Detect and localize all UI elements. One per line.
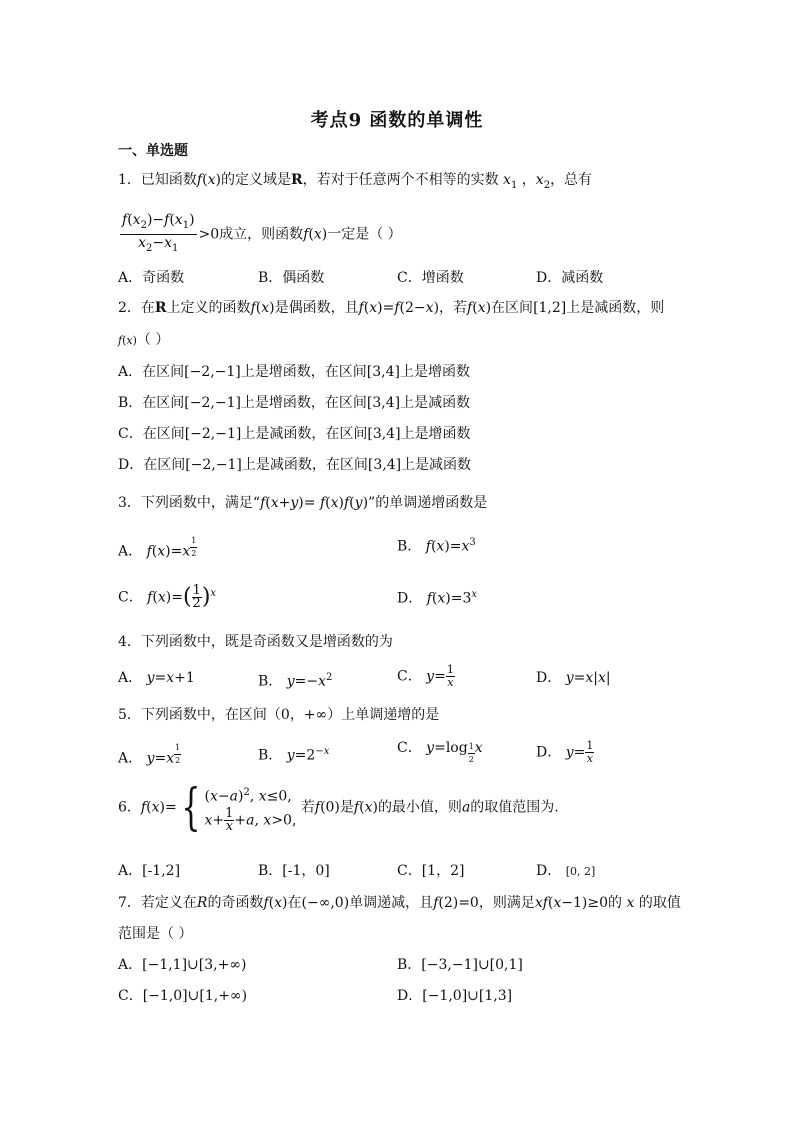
q4-option-a: A． y=x+1: [118, 670, 195, 686]
q5-option-d: D． y= $\frac{1}{x}$: [536, 739, 594, 765]
q2-stem-line1: 2．在R上定义的函数f(x)是偶函数，且f(x)=f(2−x)，若f(x)在区间[1,2]上是减函数，则: [118, 300, 665, 316]
q6-piecewise: $(x-a)^2$, x≤0, x+ $\frac{1}{x}$ +a, x>0,: [204, 787, 297, 834]
q5-option-c: C． y=log $_{\frac{1}{2}}$ x: [397, 740, 483, 764]
q6-option-b: B．[-1，0]: [258, 863, 330, 879]
q1-option-a: A．奇函数: [118, 270, 185, 286]
q4-option-c: C． y= $\frac{1}{x}$: [397, 663, 454, 689]
q1-option-b: B．偶函数: [258, 270, 325, 286]
q5-option-a: A． y=x $^{\frac{1}{2}}$: [118, 743, 181, 767]
q7-option-a: A．[−1,1]∪[3,+∞): [118, 957, 247, 973]
q7-option-c: C．[−1,0]∪[1,+∞): [118, 988, 248, 1004]
q7-option-d: D．[−1,0]∪[1,3]: [397, 988, 513, 1004]
q3-stem: 3．下列函数中，满足“f(x+y)= f(x)f(y)”的单调递增函数是: [118, 495, 488, 511]
q4-option-d: D． y=x|x|: [536, 670, 611, 686]
q1-option-c: C．增函数: [397, 270, 464, 286]
q7-stem-line1: 7．若定义在R的奇函数f(x)在(−∞,0)单调递减，且f(2)=0，则满足xf(x−1)≥0的 x 的取值: [118, 895, 681, 911]
q2-option-c: C．在区间[−2,−1]上是减函数，在区间[3,4]上是增函数: [118, 426, 471, 442]
q1-fraction: $\frac{f(x_2)-f(x_1)}{x_2-x_1}$: [122, 212, 195, 254]
q6-stem: 6．f(x)={ $(x-a)^2$, x≤0, x+ $\frac{1}{x}$ +a, x>0, 若f(0)是f(x)的最小值，则a的取值范围为.: [118, 778, 559, 837]
q3-option-d: D． $f(x)=3^x$: [397, 589, 477, 607]
page-title: 考点9 函数的单调性: [310, 110, 484, 131]
q6-option-d: D． [0, 2]: [536, 863, 596, 879]
q6-option-c: C．[1，2]: [397, 863, 465, 879]
q6-option-a: A．[-1,2]: [118, 863, 181, 879]
q1-stem-line2: $\frac{f(x_2)-f(x_1)}{x_2-x_1}$ >0成立，则函数f(x)一定是（ ）: [118, 212, 402, 257]
q3-option-b: B． $f(x)=x^3$: [397, 537, 476, 555]
section-heading: 一、单选题: [118, 143, 188, 159]
q2-option-b: B．在区间[−2,−1]上是增函数，在区间[3,4]上是减函数: [118, 395, 471, 411]
q4-stem: 4．下列函数中，既是奇函数又是增函数的为: [118, 634, 393, 650]
q1-option-d: D．减函数: [536, 270, 604, 286]
q2-option-d: D．在区间[−2,−1]上是减函数，在区间[3,4]上是减函数: [118, 457, 472, 473]
q5-option-b: B． $y=2^{-x}$: [258, 746, 330, 764]
q2-option-a: A．在区间[−2,−1]上是增函数，在区间[3,4]上是增函数: [118, 364, 470, 380]
q7-stem-line2: 范围是（ ）: [118, 926, 193, 942]
q1-stem-line1: 1．已知函数f(x)的定义域是R，若对于任意两个不相等的实数 $x_1$ ，$x_2$，总有: [118, 172, 593, 191]
q7-option-b: B．[−3,−1]∪[0,1]: [397, 957, 523, 973]
q3-option-a: A． f(x)=x $^{\frac{1}{2}}$: [118, 536, 197, 560]
q2-stem-line2: f(x)（ ）: [118, 332, 170, 348]
q5-stem: 5．下列函数中，在区间（0，+∞）上单调递增的是: [118, 707, 440, 723]
q4-option-b: B． $y=-x^2$: [258, 672, 333, 690]
q3-option-c: C． f(x)=( $\frac{1}{2}$ )$^x$: [118, 583, 217, 612]
